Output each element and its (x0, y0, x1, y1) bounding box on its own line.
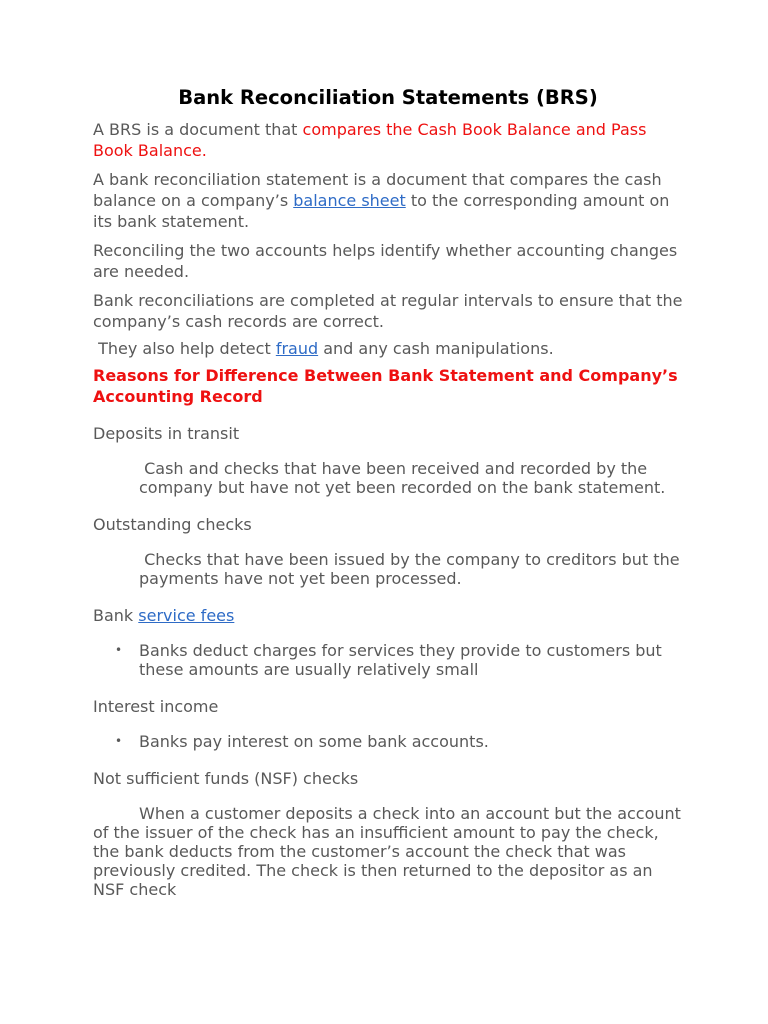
reasons-heading: Reasons for Difference Between Bank Statement and Company’s Accounting Record (93, 366, 678, 406)
service-fees-bullet-text: Banks deduct charges for services they provide to customers but these amounts are usually relatively small (139, 641, 662, 679)
service-fees-link[interactable]: service fees (138, 606, 235, 625)
fraud-text-before: They also help detect (93, 339, 276, 358)
bullet-icon: • (115, 734, 123, 748)
bank-service-fees-term (93, 605, 683, 626)
intro-paragraph-reconciling: Reconciling the two accounts helps identify whether accounting changes are needed. (93, 241, 678, 281)
nsf-checks-description: When a customer deposits a check into an account but the account of the issuer of the check has an insufficient amount to pay the check, the bank deducts from the customer’s account the check that was previously credited. The check is then returned to the depositor as an NSF check (93, 804, 681, 899)
definition-text-before: A bank reconciliation statement is a document that compares the cash balance on a company’s (93, 170, 662, 210)
nsf-checks-term: Not sufficient funds (NSF) checks (93, 769, 359, 788)
document-title: Bank Reconciliation Statements (BRS) (178, 86, 598, 109)
balance-sheet-link[interactable]: balance sheet (293, 191, 406, 210)
list-item (93, 732, 683, 751)
definition-text-after: to the corresponding amount on its bank statement. (93, 191, 670, 231)
highlight-text: compares the Cash Book Balance and Pass Book Balance. (93, 120, 647, 160)
deposits-in-transit-term: Deposits in transit (93, 424, 240, 443)
fraud-link[interactable]: fraud (275, 339, 319, 358)
intro-text: A BRS is a document that (93, 120, 303, 139)
deposits-in-transit-description: Cash and checks that have been received and recorded by the company but have not yet been recorded on the bank statement. (139, 459, 666, 497)
bank-text: Bank (93, 606, 139, 625)
fraud-text-after: and any cash manipulations. (318, 339, 554, 358)
interest-income-term: Interest income (93, 697, 219, 716)
intro-paragraph-brs (93, 119, 683, 161)
list-item (93, 641, 683, 679)
document-page (93, 86, 683, 899)
interest-income-bullet-text: Banks pay interest on some bank accounts. (139, 732, 489, 751)
outstanding-checks-description: Checks that have been issued by the company to creditors but the payments have not yet been processed. (139, 550, 685, 588)
outstanding-checks-term: Outstanding checks (93, 515, 252, 534)
intro-paragraph-definition (93, 169, 683, 232)
bullet-icon: • (115, 643, 123, 657)
intro-paragraph-intervals: Bank reconciliations are completed at regular intervals to ensure that the company’s cash records are correct. (93, 291, 683, 331)
intro-paragraph-fraud (93, 338, 683, 359)
